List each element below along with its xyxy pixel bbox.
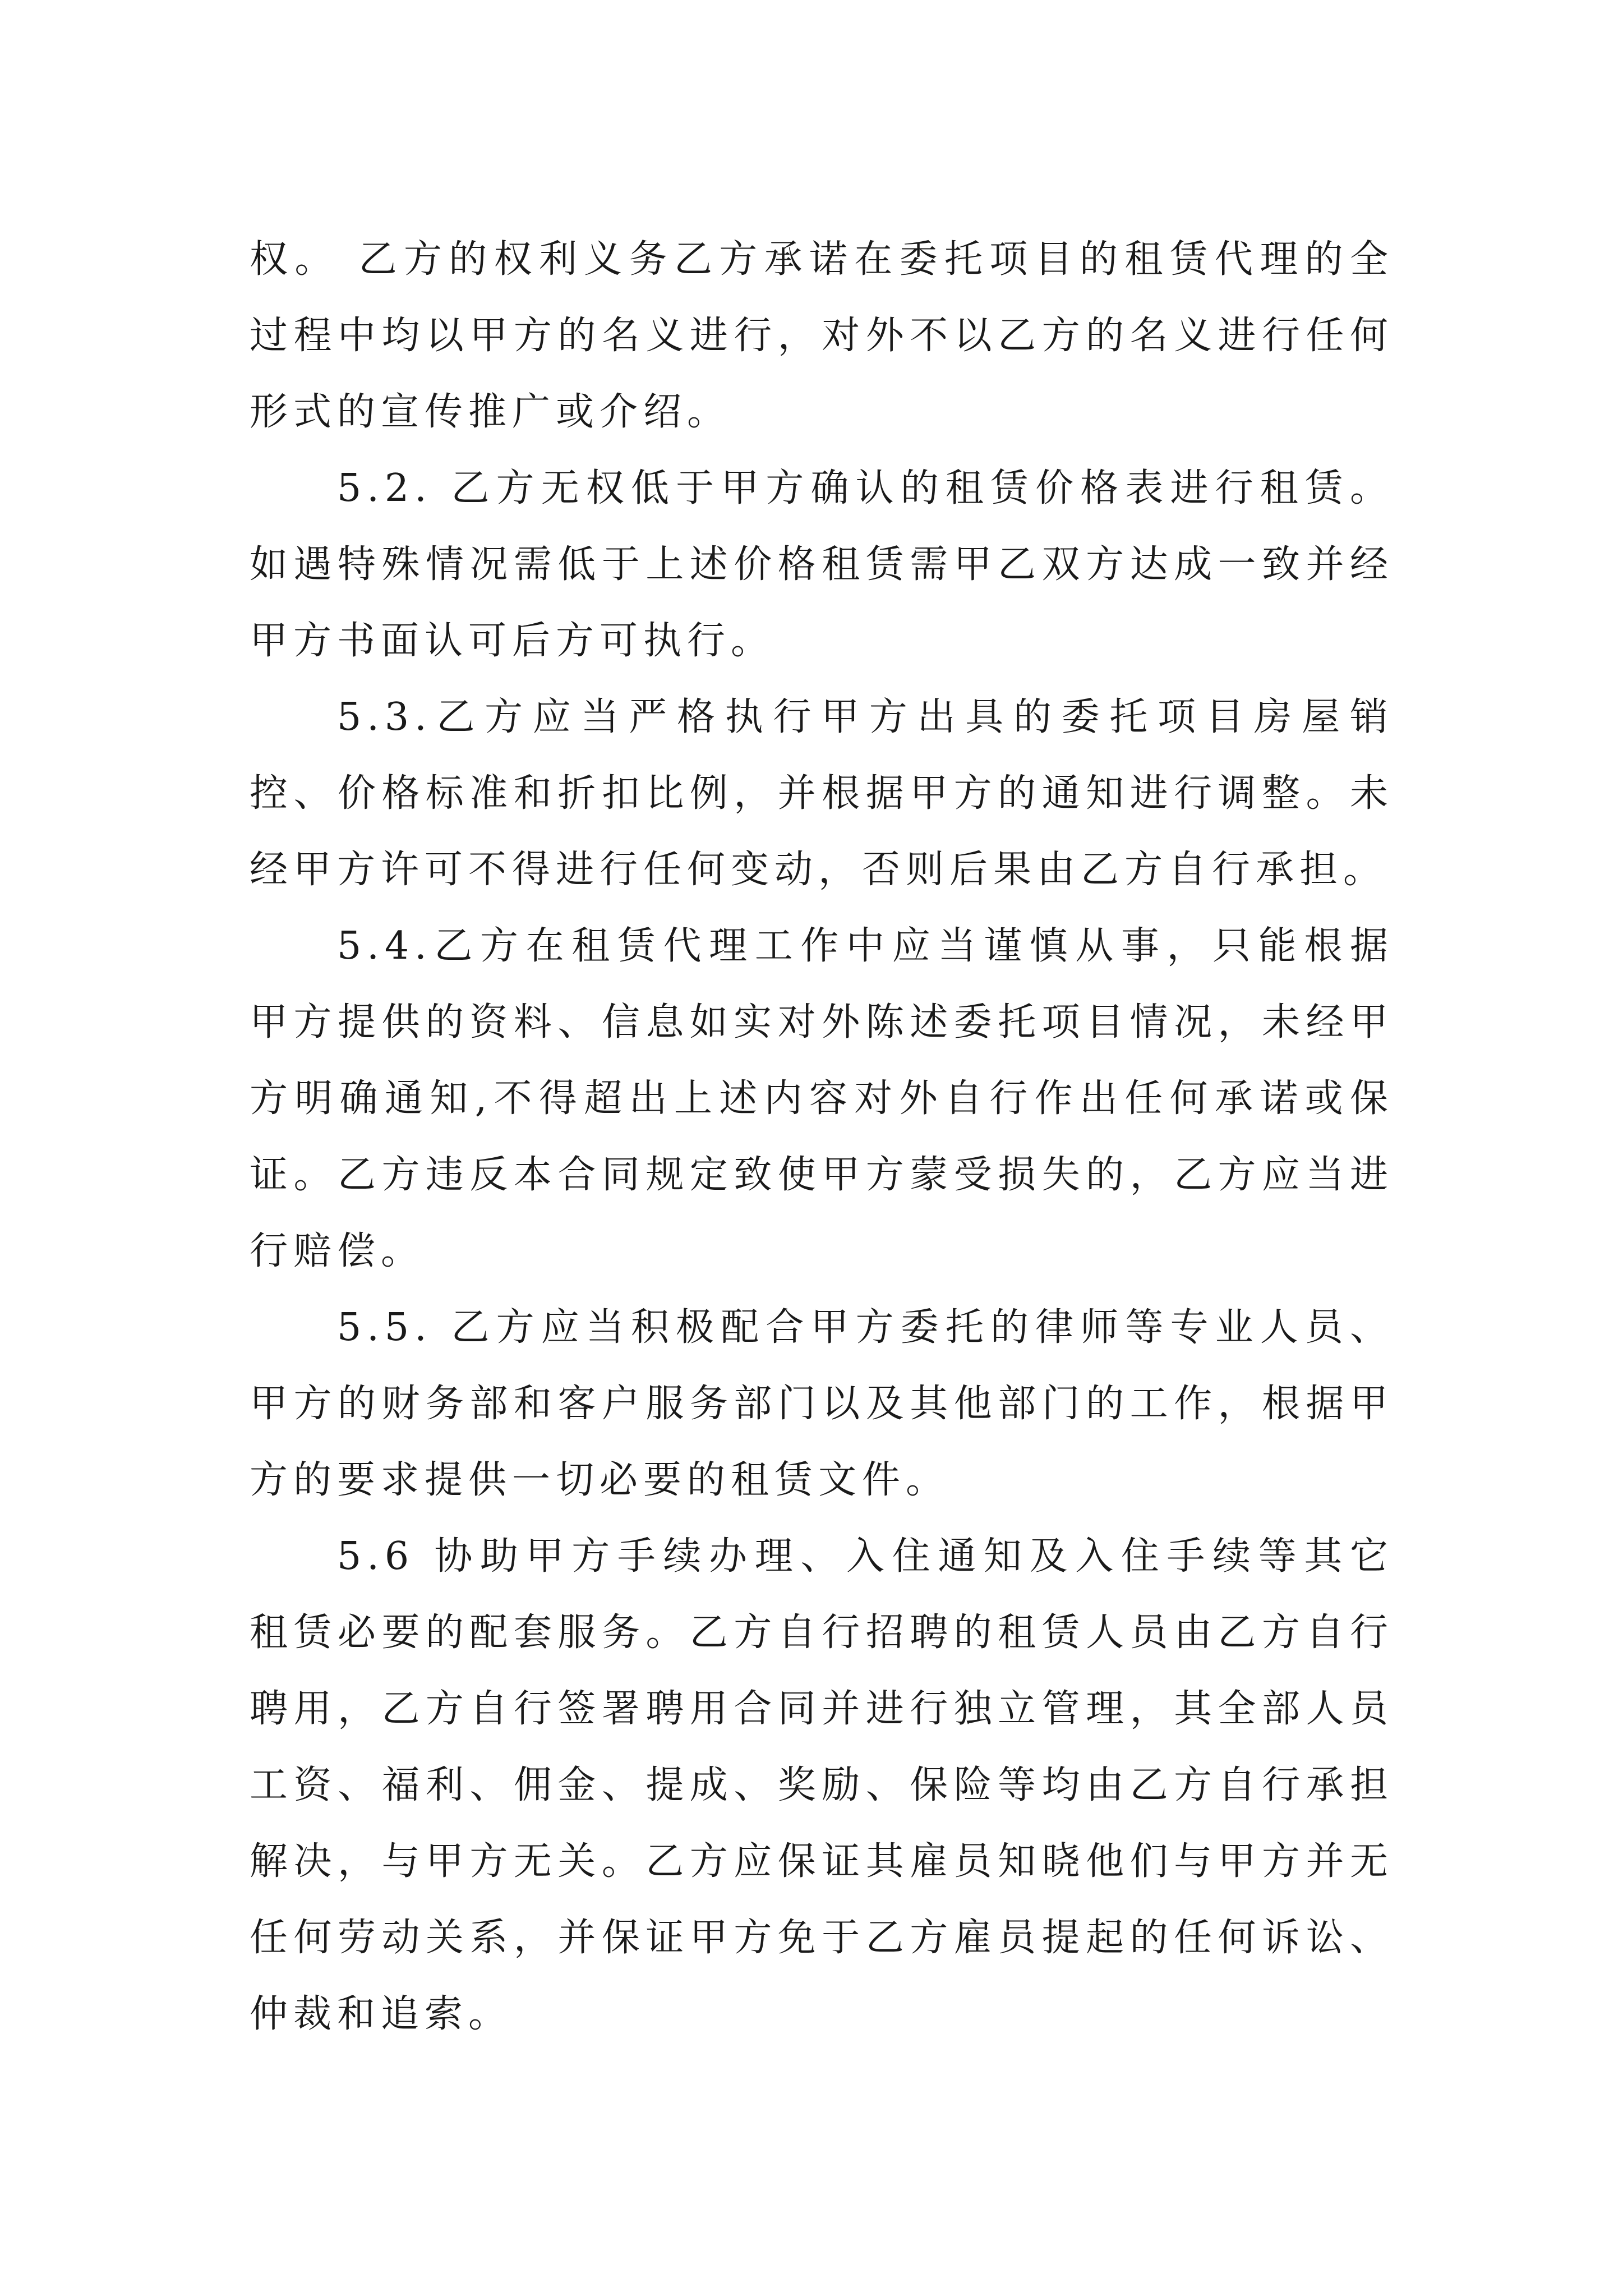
paragraph-clause-5-5: 5.5. 乙方应当积极配合甲方委托的律师等专业人员、甲方的财务部和客户服务部门以及其他部门的工作，根据甲方的要求提供一切必要的租赁文件。 [250,1305,1394,1502]
document-body [250,222,1394,2053]
paragraph-clause-5-4: 5.4.乙方在租赁代理工作中应当谨慎从事，只能根据甲方提供的资料、信息如实对外陈述委托项目情况，未经甲方明确通知,不得超出上述内容对外自行作出任何承诺或保证。乙方违反本合同规定致使甲方蒙受损失的，乙方应当进行赔偿。 [250,924,1394,1273]
paragraph-clause-5-2: 5.2. 乙方无权低于甲方确认的租赁价格表进行租赁。如遇特殊情况需低于上述价格租赁需甲乙双方达成一致并经甲方书面认可后方可执行。 [250,466,1394,663]
paragraph-clause-5-3: 5.3.乙方应当严格执行甲方出具的委托项目房屋销控、价格标准和折扣比例，并根据甲方的通知进行调整。未经甲方许可不得进行任何变动，否则后果由乙方自行承担。 [250,695,1394,892]
paragraph-clause-5-6: 5.6 协助甲方手续办理、入住通知及入住手续等其它租赁必要的配套服务。乙方自行招聘的租赁人员由乙方自行聘用，乙方自行签署聘用合同并进行独立管理，其全部人员工资、福利、佣金、提成、奖励、保险等均由乙方自行承担解决，与甲方无关。乙方应保证其雇员知晓他们与甲方并无任何劳动关系，并保证甲方免于乙方雇员提起的任何诉讼、仲裁和追索。 [250,1534,1394,2036]
paragraph-continuation: 权。 乙方的权利义务乙方承诺在委托项目的租赁代理的全过程中均以甲方的名义进行，对外不以乙方的名义进行任何形式的宣传推广或介绍。 [250,237,1394,434]
